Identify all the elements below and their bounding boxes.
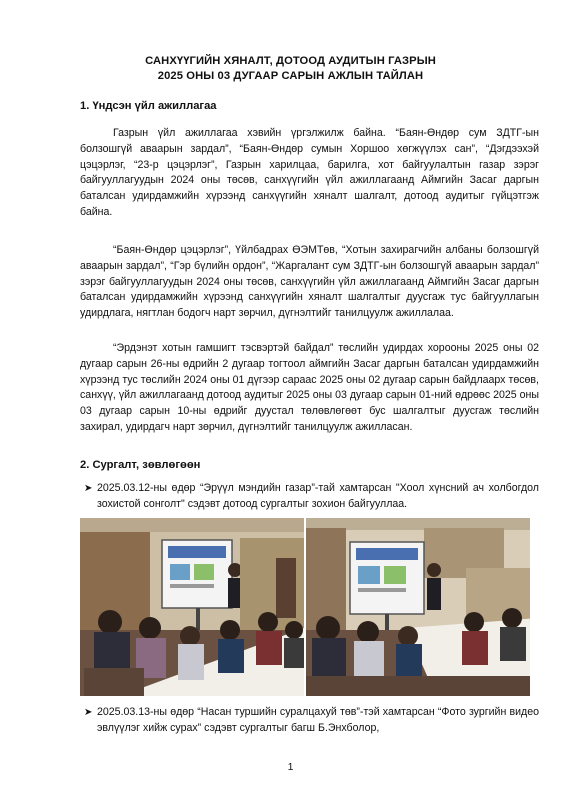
section-2-bullet-2: [84, 705, 539, 737]
training-photo-1: [80, 518, 304, 696]
training-photo-2-image: [306, 518, 530, 696]
bullet-text: 2025.03.13-ны өдөр “Насан туршийн суралцахуй төв”-тэй хамтарсан “Фото зургийн видео эвлүүлэг хийж сурах” сэдэвт сургалтыг багш Б.Энхболор,: [97, 706, 539, 734]
report-title-line-2: 2025 ОНЫ 03 ДУГААР САРЫН АЖЛЫН ТАЙЛАН: [157, 70, 424, 82]
report-title-line-1: САНХҮҮГИЙН ХЯНАЛТ, ДОТООД АУДИТЫН ГАЗРЫН: [145, 55, 436, 67]
section-1-paragraph-3: “Эрдэнэт хотын гамшигт тэсвэртэй байдал” төслийн удирдах хорооны 2025 оны 02 дугаар сарын 26-ны өдрийн 2 дугаар тогтоол аймгийн Засаг даргын баталсан удирдамжийн хүрээнд тус төслийн 2024 оны 01 дүгээр сараас 2025 оны 02 дугаар сарын байдлаарх төсөв, санхүү, үйл ажиллагаанд дотоод аудитыг 2025 оны 03 дугаар сарын 01-ний өдрөөс 2025 оны 03 дугаар сарын 10-ны өдрийг дуустал төлөвлөгөөт бус шалгалтыг дуусгаж төслийн захирал, удирдагч нарт зөрчил, дүгнэлтийг танилцуулж ажилласан.: [80, 342, 539, 433]
arrow-bullet-icon: ➤: [84, 483, 93, 494]
arrow-bullet-icon: ➤: [84, 707, 93, 718]
page-number: 1: [287, 761, 294, 773]
training-photo-1-image: [80, 518, 304, 696]
section-2-bullet-1: [84, 481, 539, 513]
section-1-paragraph-2: “Баян-Өндөр цэцэрлэг”, Үйлбадрах ӨЭМТөв, “Хотын захирагчийн албаны болзошгүй аваарын зардал”, “Гэр бүлийн ордон”, “Жаргалант сум ЗДТГ-ын болзошгүй аваарын зардал” зэрэг байгууллагуудын 2024 оны төсөв, санхүүгийн үйл ажиллагаанд Аймгийн Засаг даргын баталсан удирдамжийн хүрээнд санхүүгийн хяналт шалгалтыг дуусгаж тус байгууллагын удирдлага, нягтлан бодогч нарт зөрчил, дүгнэлтийг танилцуулж ажиллалаа.: [80, 244, 539, 320]
section-2-heading: 2. Сургалт, зөвлөгөөн: [80, 459, 201, 471]
bullet-text: 2025.03.12-ны өдөр “Эрүүл мэндийн газар”-тай хамтарсан "Хоол хүнсний ач холбогдол зохистой сонголт" сэдэвт дотоод сургалтыг зохион байгууллаа.: [97, 482, 539, 510]
training-photo-2: [306, 518, 530, 696]
section-1-heading: 1. Үндсэн үйл ажиллагаа: [80, 100, 217, 112]
section-1-paragraph-1: Газрын үйл ажиллагаа хэвийн үргэлжилж байна. “Баян-Өндөр сум ЗДТГ-ын болзошгүй аваарын зардал”, “Баян-Өндөр сумын Хоршоо хөгжүүлэх сан”, “Дэгдээхэй цэцэрлэг, “23-р цэцэрлэг”, Газрын харилцаа, барилга, хот байгуулалтын газар зэрэг байгууллагуудын 2024 оны төсөв, санхүүгийн үйл ажиллагаанд Аймгийн Засаг даргын баталсан удирдамжийн хүрээнд санхүүгийн хяналт шалгалт, дотоод аудитыг гүйцэтгэж байна.: [80, 127, 539, 218]
